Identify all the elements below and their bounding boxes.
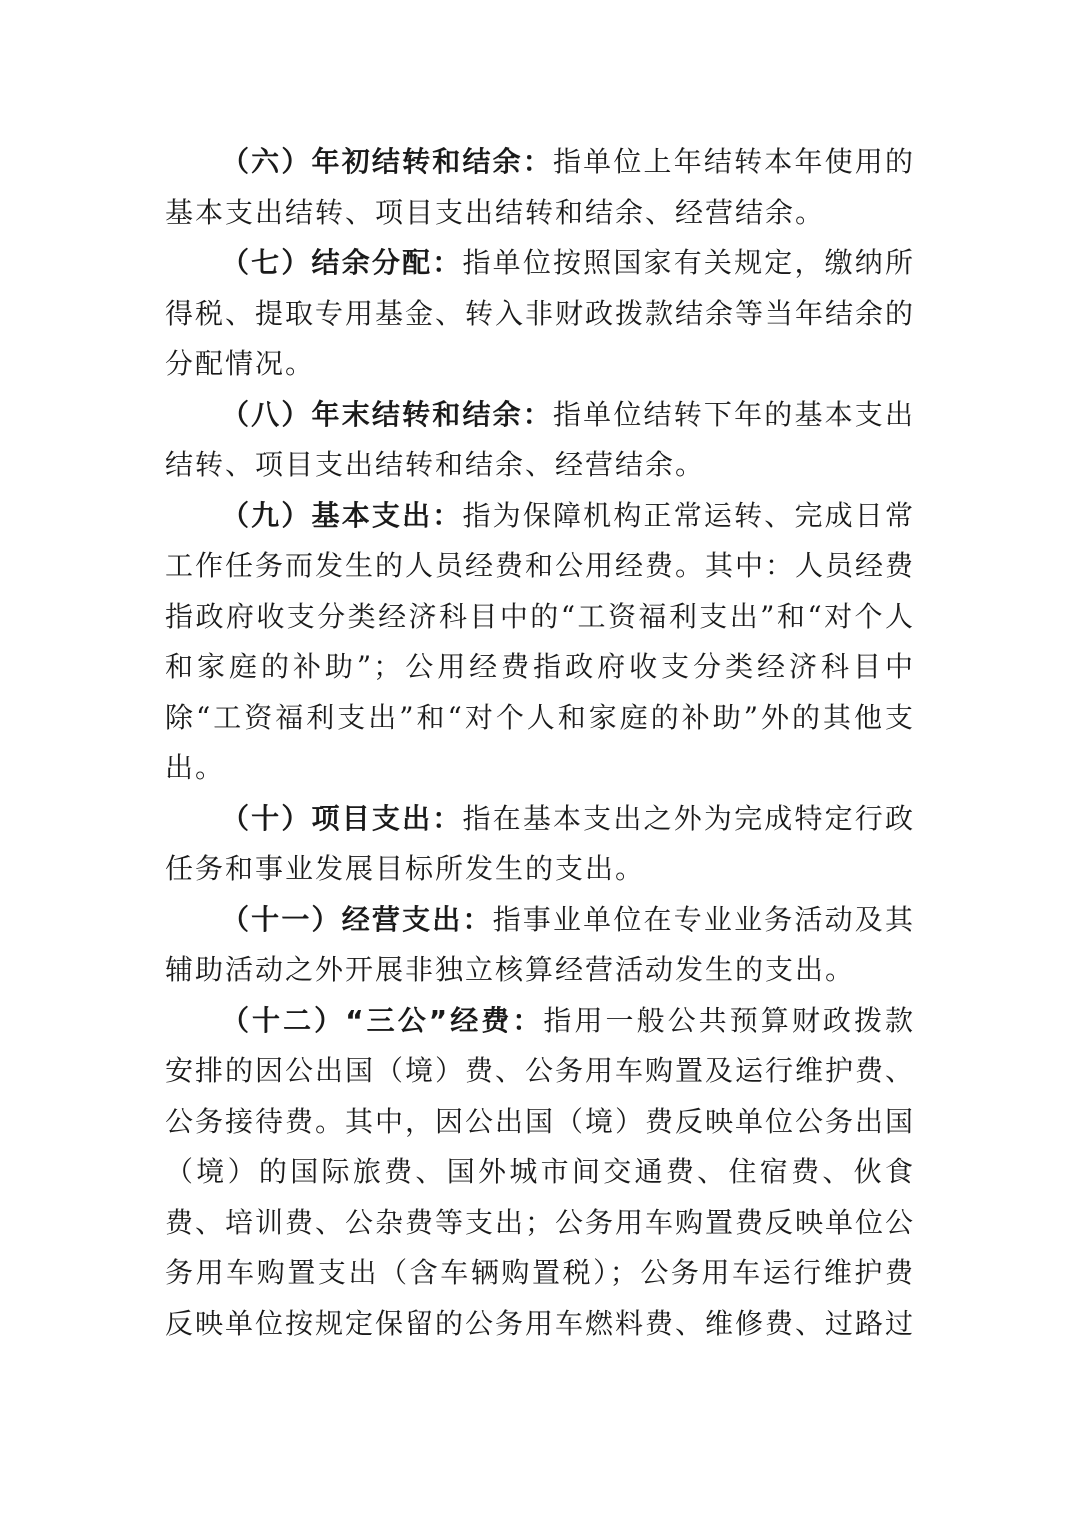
document-body [165, 137, 915, 1349]
term-7: （七）结余分配： [221, 246, 463, 279]
definition-9: 指为保障机构正常运转、完成日常工作任务而发生的人员经费和公用经费。其中：人员经费指政府收支分类经济科目中的“工资福利支出”和“对个人和家庭的补助”；公用经费指政府收支分类经济科目中除“工资福利支出”和“对个人和家庭的补助”外的其他支出。 [165, 498, 916, 784]
definition-11: 指事业单位在专业业务活动及其辅助活动之外开展非独立核算经营活动发生的支出。 [165, 902, 915, 986]
term-12: （十二）“三公”经费： [221, 1003, 544, 1037]
paragraph-9 [165, 491, 915, 794]
paragraph-6 [165, 137, 915, 238]
term-8: （八）年末结转和结余： [221, 397, 553, 431]
definition-7: 指单位按照国家有关规定，缴纳所得税、提取专用基金、转入非财政拨款结余等当年结余的分配情况。 [165, 246, 916, 380]
term-9: （九）基本支出： [221, 498, 463, 532]
paragraph-8 [165, 390, 915, 491]
term-6: （六）年初结转和结余： [221, 145, 553, 178]
paragraph-12 [165, 996, 915, 1350]
definition-10: 指在基本支出之外为完成特定行政任务和事业发展目标所发生的支出。 [165, 801, 915, 885]
paragraph-10 [165, 794, 915, 895]
definition-8: 指单位结转下年的基本支出结转、项目支出结转和结余、经营结余。 [165, 397, 915, 481]
definition-6: 指单位上年结转本年使用的基本支出结转、项目支出结转和结余、经营结余。 [165, 145, 915, 229]
term-10: （十）项目支出： [221, 801, 463, 835]
definition-12: 指用一般公共预算财政拨款安排的因公出国（境）费、公务用车购置及运行维护费、公务接待费。其中，因公出国（境）费反映单位公务出国（境）的国际旅费、国外城市间交通费、住宿费、伙食费、培训费、公杂费等支出；公务用车购置费反映单位公务用车购置支出（含车辆购置税）；公务用车运行维护费反映单位按规定保留的公务用车燃料费、维修费、过路过 [165, 1003, 916, 1340]
paragraph-11 [165, 895, 915, 996]
term-11: （十一）经营支出： [221, 902, 493, 936]
paragraph-7 [165, 238, 915, 390]
